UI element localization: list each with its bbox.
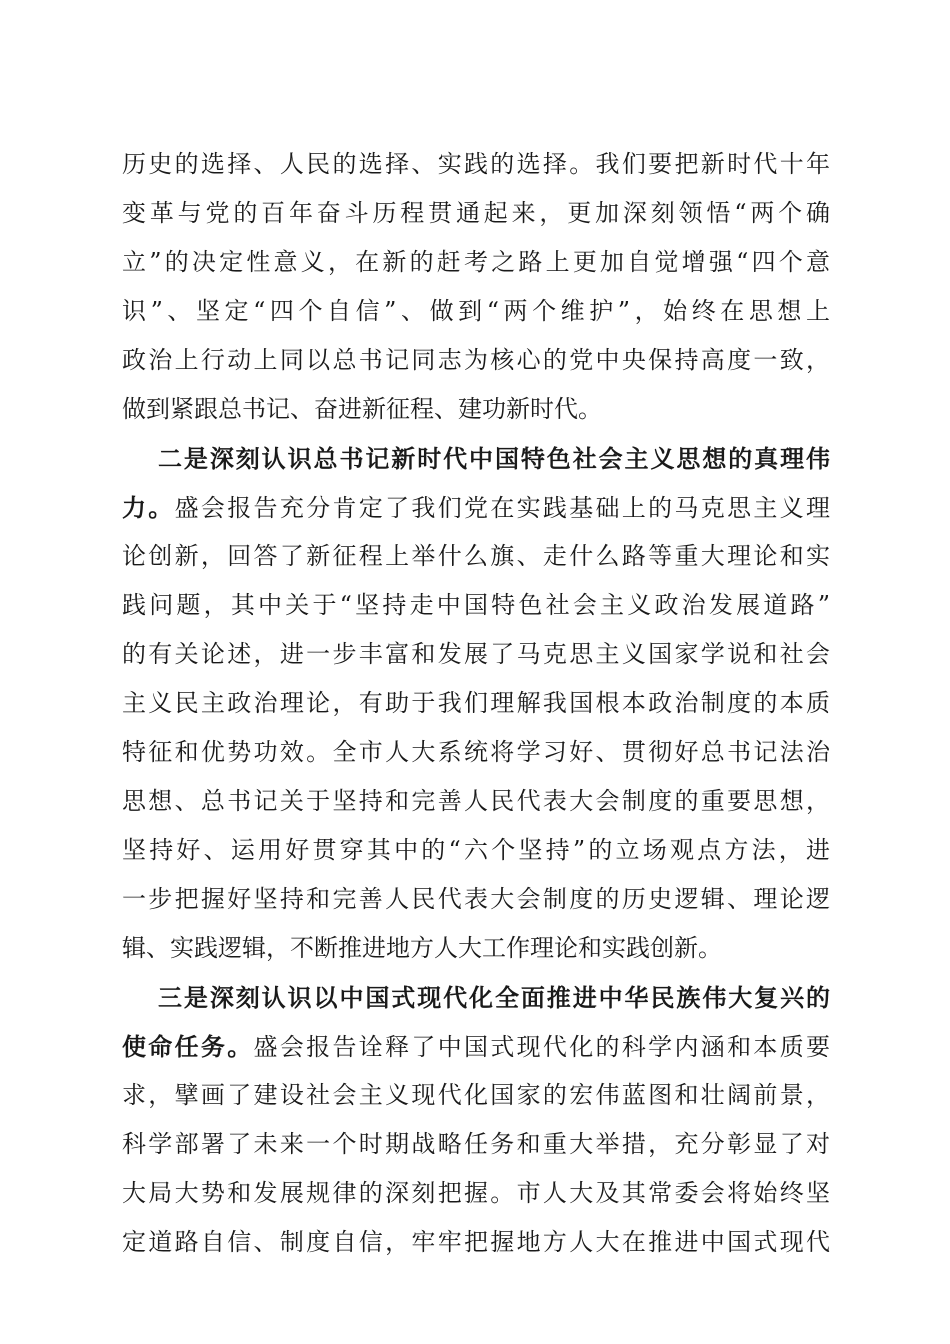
- body-text: [122, 140, 830, 1267]
- p2-line-2: [122, 483, 830, 532]
- p1-line-6: 做到紧跟总书记、奋进新征程、建功新时代。: [122, 395, 602, 423]
- p2-line-7: 特征和优势功效。全市人大系统将学习好、贯彻好总书记法治: [122, 738, 830, 766]
- p2-line-9: 坚持好、运用好贯穿其中的“六个坚持”的立场观点方法，进: [122, 836, 830, 864]
- p3-line-6: 定道路自信、制度自信，牢牢把握地方人大在推进中国式现代: [122, 1228, 830, 1256]
- p3-line-5: 大局大势和发展规律的深刻把握。市人大及其常委会将始终坚: [122, 1179, 830, 1207]
- p3-line-2-rest: 盛会报告诠释了中国式现代化的科学内涵和本质要: [253, 1033, 831, 1061]
- p2-line-8: 思想、总书记关于坚持和完善人民代表大会制度的重要思想，: [122, 787, 830, 815]
- p1-line-1: 历史的选择、人民的选择、实践的选择。我们要把新时代十年: [122, 150, 830, 178]
- p1-line-4: 识”、坚定“四个自信”、做到“两个维护”，始终在思想上: [122, 297, 830, 325]
- p2-line-10: 一步把握好坚持和完善人民代表大会制度的历史逻辑、理论逻: [122, 885, 830, 913]
- p3-heading-end: 使命任务。: [122, 1032, 254, 1061]
- p2-line-6: 主义民主政治理论，有助于我们理解我国根本政治制度的本质: [122, 689, 830, 717]
- p2-line-4: 践问题，其中关于“坚持走中国特色社会主义政治发展道路”: [122, 591, 830, 619]
- p1-line-5: 政治上行动上同以总书记同志为核心的党中央保持高度一致，: [122, 346, 830, 374]
- p2-line-2-rest: 盛会报告充分肯定了我们党在实践基础上的马克思主义理: [174, 494, 831, 522]
- p3-line-2: [122, 1022, 830, 1071]
- p2-line-11: 辑、实践逻辑，不断推进地方人大工作理论和实践创新。: [122, 934, 722, 962]
- p3-line-3: 求，擘画了建设社会主义现代化国家的宏伟蓝图和壮阔前景，: [122, 1081, 830, 1109]
- p3-heading-line-1: 三是深刻认识以中国式现代化全面推进中华民族伟大复兴的: [158, 983, 830, 1012]
- p2-line-3: 论创新，回答了新征程上举什么旗、走什么路等重大理论和实: [122, 542, 830, 570]
- p3-line-4: 科学部署了未来一个时期战略任务和重大举措，充分彰显了对: [122, 1130, 830, 1158]
- p1-line-2: 变革与党的百年奋斗历程贯通起来，更加深刻领悟“两个确: [122, 199, 830, 227]
- p2-line-5: 的有关论述，进一步丰富和发展了马克思主义国家学说和社会: [122, 640, 830, 668]
- p2-heading-end: 力。: [122, 493, 175, 522]
- p1-line-3: 立”的决定性意义，在新的赶考之路上更加自觉增强“四个意: [122, 248, 830, 276]
- p2-heading-line-1: 二是深刻认识总书记新时代中国特色社会主义思想的真理伟: [158, 444, 830, 473]
